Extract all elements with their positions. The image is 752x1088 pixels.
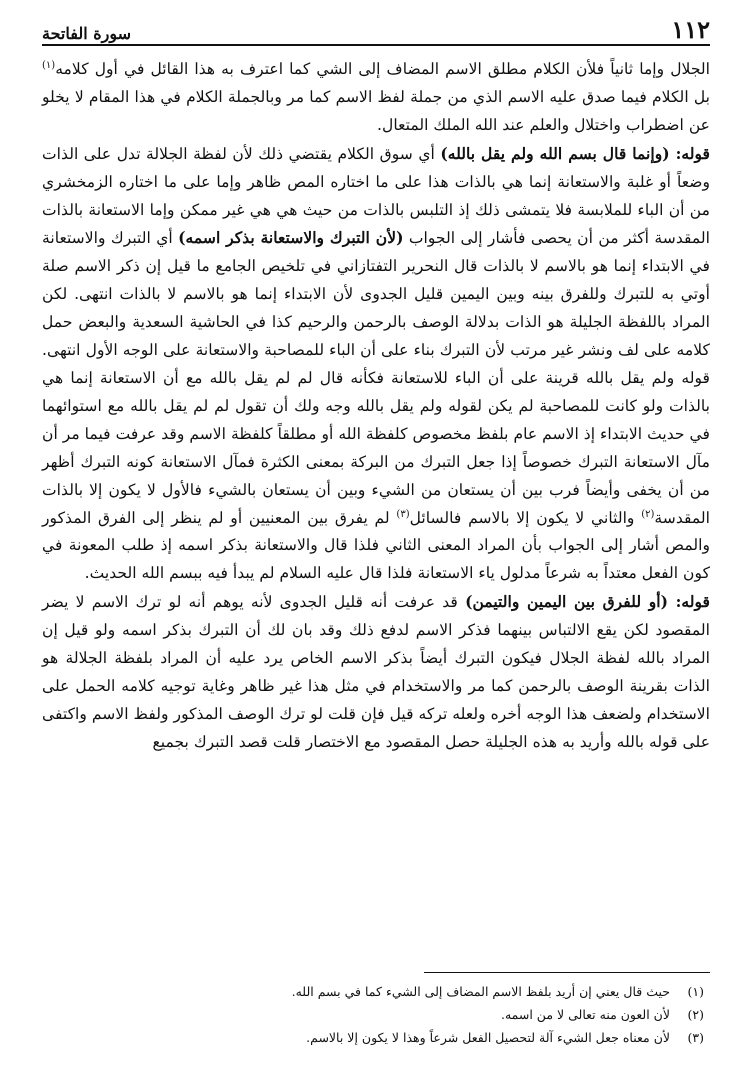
paragraph-text: بل الكلام فيما صدق عليه الاسم الذي من جملة لفظ الاسم كما مر وبالجملة الكلام في هذا المقام لا يخلو عن اضطراب واختلال والعلم عند الله الملك المتعال. (42, 87, 710, 134)
footnote-3 (42, 1026, 704, 1049)
paragraph-1 (42, 56, 710, 140)
footnote-ref-2: (٢) (641, 508, 655, 520)
quoted-phrase: (لأن التبرك والاستعانة بذكر اسمه) (178, 228, 404, 248)
footnote-number: (٢) (687, 1007, 704, 1022)
page-header (42, 8, 710, 46)
footnote-text: لأن العون منه تعالى لا من اسمه. (500, 1007, 670, 1022)
footnote-divider (424, 972, 710, 973)
paragraph-text: الجلال وإما ثانياً فلأن الكلام مطلق الاسم المضاف إلى الشي كما اعترف به هذا القائل في أول كلامه (55, 60, 710, 78)
footnotes (42, 980, 704, 1049)
main-text (42, 56, 710, 757)
footnote-ref-3: (٣) (396, 508, 410, 520)
running-title: سورة الفاتحة (42, 24, 131, 43)
paragraph-text: قد عرفت أنه قليل الجدوى لأنه يوهم أنه لو ترك الاسم لا يضر المقصود لكن يقع الالتباس بينهما فذكر الاسم لدفع ذلك وقد بان لك أن التبرك بذكر اسمه ولو قيل إن المراد بالله لفظة الجلال فيكون التبرك أيضاً بذكر الاسم الخاص يرد عليه أن المراد بلفظة الجلالة هو الذات بقرينة الوصف بالرحمن كما مر والاستخدام في مثل هذا غير ظاهر وغاية توجيه كلامه الحمل على الاستخدام ولضعف هذا الوجه أخره ولعله تركه قيل فإن قلت لو ترك الوصف المذكور ولفظ الاسم واكتفى على قوله بالله وأريد به هذه الجليلة حصل المقصود مع الاختصار قلت قصد التبرك بجميع (42, 593, 710, 751)
commentary-lemma: قوله: (وإنما قال بسم الله ولم يقل بالله) (440, 143, 710, 163)
paragraph-3 (42, 588, 710, 756)
paragraph-text: أي التبرك والاستعانة في الابتداء إنما هو بالاسم لا بالذات قال النحرير التفتازاني في تلخيص الجامع ما قيل إن ذكر الاسم صلة أوتي به للتبرك وللفرق بينه وبين اليمين قليل الجدوى لأن الابتداء إنما هو بالاسم لا بالذات انتهى. لكن المراد باللفظة الجليلة هو الذات بدلالة الوصف بالرحمن والرحيم كذا في الحاشية السعدية والبعض حمل كلامه على لف ونشر غير مرتب لأن التبرك بناء على أن الباء للمصاحبة والاستعانة على الوجه الأول انتهى. قوله ولم يقل بالله قرينة على أن الباء للاستعانة فكأنه قال لم لم يقل بالله مع أن الاستعانة إنما هي بالذات ولو كانت للمصاحبة لم يكن لقوله ولم يقل بالله وجه ولك أن تقول لم لم يقل بالله مع استوائهما في حديث الابتداء إذ الاسم عام بلفظ مخصوص كلفظة الله أو مطلقاً كلفظة الاسم وقد عرفت فيما مر أن مآل الاستعانة التبرك خصوصاً إذا جعل التبرك من البركة بمعنى الكثرة فمآل الاستعانة كونه التبرك أظهر من أن يخفى وأيضاً فرب بين أن يستعان من الشيء وبين أن يستعان بالشيء فالأول لا يكون إلا بالذات المقدسة (42, 229, 710, 527)
footnote-text: لأن معناه جعل الشيء آلة لتحصيل الفعل شرعاً وهذا لا يكون إلا بالاسم. (306, 1030, 670, 1045)
footnote-1 (42, 980, 704, 1003)
paragraph-text: والثاني لا يكون إلا بالاسم فالسائل (409, 508, 642, 527)
paragraph-text: أي سوق الكلام يقتضي ذلك لأن لفظة الجلالة تدل على الذات وضعاً أو غلبة والاستعانة إنما هي بالذات هذا على ما اختاره المص ظاهر وإما على ما اختاره الزمخشري من أن الباء للملابسة فلا يتمشى ذلك إذ التلبس بالذات من حيث هي هي غير ممكن وإما الاستعانة بالذات المقدسة أكثر من أن يحصى فأشار إلى الجواب (42, 144, 710, 248)
paragraph-2 (42, 140, 710, 589)
paragraph-text: لم يفرق بين المعنيين أو لم ينظر إلى الفرق المذكور والمص أشار إلى الجواب بأن المراد المعنى الثاني فلذا قال والاستعانة بذكر اسمه إذ طلب المعونة في كون الفعل معتداً به شرعاً مدلول ياء الاستعانة فلذا قال عليه السلام لم يبدأ فيه ببسم الله الحديث. (42, 508, 710, 583)
footnote-text: حيث قال يعني إن أريد بلفظ الاسم المضاف إلى الشيء كما في بسم الله. (291, 984, 670, 999)
footnote-number: (٣) (687, 1030, 704, 1045)
footnote-ref-1: (١) (42, 59, 56, 71)
page-number: ١١٢ (671, 15, 710, 44)
footnote-number: (١) (687, 984, 704, 999)
footnote-2 (42, 1003, 704, 1026)
commentary-lemma: قوله: (أو للفرق بين اليمين والتيمن) (465, 592, 710, 612)
